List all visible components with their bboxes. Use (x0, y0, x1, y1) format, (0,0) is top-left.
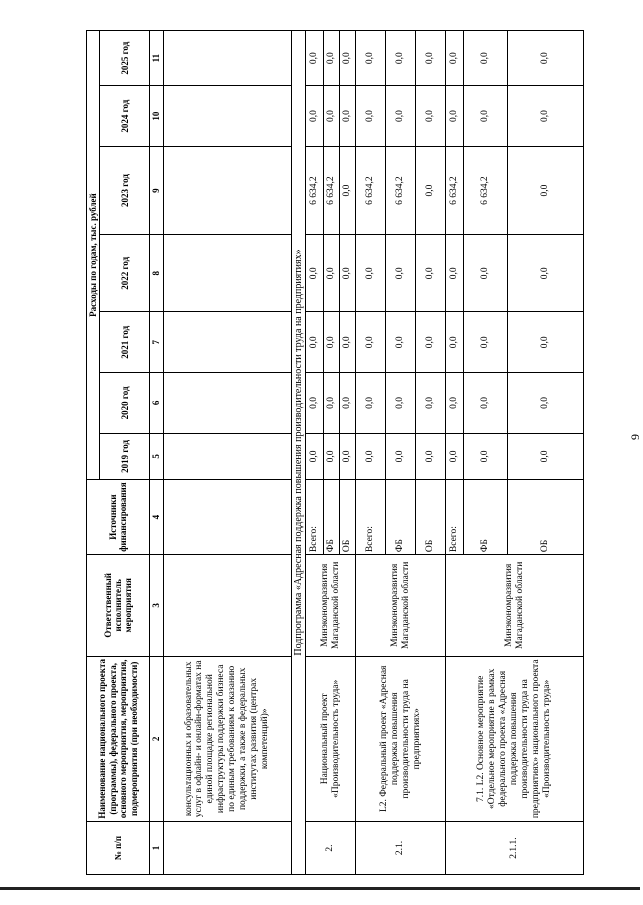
amount-cell: 0,0 (340, 433, 356, 479)
funding-source: Всего: (446, 480, 464, 555)
amount-cell: 0,0 (356, 86, 386, 147)
header-index-row (150, 31, 163, 875)
amount-cell: 0,0 (446, 86, 464, 147)
row-name: Национальный проект «Производительность труда» (306, 656, 356, 821)
amount-cell: 0,0 (508, 235, 584, 312)
amount-cell: 0,0 (508, 146, 584, 234)
amount-cell: 0,0 (416, 373, 446, 434)
amount-cell: 0,0 (446, 433, 464, 479)
scan-edge-line (0, 887, 640, 890)
amount-cell: 0,0 (386, 86, 416, 147)
funding-source: ФБ (386, 480, 416, 555)
year-header: 2025 год (100, 31, 150, 86)
row-executor: Минэкономразвития Магаданской области (306, 555, 356, 656)
column-index: 9 (150, 146, 163, 234)
year-header: 2020 год (100, 373, 150, 434)
amount-cell: 0,0 (416, 86, 446, 147)
amount-cell: 0,0 (464, 373, 508, 434)
cell (163, 480, 291, 555)
cell (163, 433, 291, 479)
amount-cell: 0,0 (306, 235, 324, 312)
cell (163, 235, 291, 312)
column-index: 1 (150, 822, 163, 875)
funding-source: Всего: (356, 480, 386, 555)
amount-cell: 0,0 (324, 235, 340, 312)
amount-cell: 0,0 (386, 312, 416, 373)
row-executor: Минэкономразвития Магаданской области (356, 555, 446, 656)
column-index: 10 (150, 86, 163, 147)
amount-cell: 0,0 (306, 312, 324, 373)
amount-cell: 6 634,2 (446, 146, 464, 234)
column-index: 2 (150, 656, 163, 821)
funding-source: ОБ (416, 480, 446, 555)
cell (163, 31, 291, 86)
page-number: 9 (628, 434, 642, 440)
amount-cell: 0,0 (446, 312, 464, 373)
row-executor: Минэкономразвития Магаданской области (446, 555, 584, 656)
table-row (446, 31, 464, 875)
amount-cell: 0,0 (464, 86, 508, 147)
funding-source: ФБ (464, 480, 508, 555)
amount-cell: 0,0 (324, 433, 340, 479)
amount-cell: 0,0 (340, 86, 356, 147)
amount-cell: 0,0 (508, 86, 584, 147)
amount-cell: 0,0 (356, 312, 386, 373)
year-header: 2023 год (100, 146, 150, 234)
table-row (306, 31, 324, 875)
amount-cell: 0,0 (508, 312, 584, 373)
amount-cell: 0,0 (340, 373, 356, 434)
amount-cell: 6 634,2 (356, 146, 386, 234)
amount-cell: 0,0 (324, 312, 340, 373)
funding-source: ОБ (340, 480, 356, 555)
amount-cell: 0,0 (416, 312, 446, 373)
funding-source: ОБ (508, 480, 584, 555)
amount-cell: 0,0 (508, 433, 584, 479)
year-header: 2022 год (100, 235, 150, 312)
amount-cell: 6 634,2 (306, 146, 324, 234)
amount-cell: 0,0 (340, 146, 356, 234)
header-source: Источники финансирования (87, 480, 150, 555)
continuation-row (163, 31, 291, 875)
amount-cell: 0,0 (508, 31, 584, 86)
amount-cell: 0,0 (508, 373, 584, 434)
amount-cell: 0,0 (386, 31, 416, 86)
column-index: 3 (150, 555, 163, 656)
year-header: 2021 год (100, 312, 150, 373)
row-name: 7.1. L2. Основное мероприятие «Отдельное мероприятие в рамках федерального проекта «Адресная поддержка повышения производительности труда на предприятиях» национального проекта «Производительность труда» (446, 656, 584, 821)
amount-cell: 0,0 (306, 31, 324, 86)
amount-cell: 0,0 (356, 433, 386, 479)
amount-cell: 0,0 (416, 146, 446, 234)
amount-cell: 0,0 (356, 235, 386, 312)
amount-cell: 0,0 (340, 312, 356, 373)
amount-cell: 6 634,2 (386, 146, 416, 234)
subprogram-title: Подпрограмма «Адресная поддержка повышения производительности труда на предприятиях» (291, 31, 306, 875)
column-index: 7 (150, 312, 163, 373)
amount-cell: 0,0 (340, 235, 356, 312)
year-header: 2019 год (100, 433, 150, 479)
amount-cell: 0,0 (464, 31, 508, 86)
amount-cell: 0,0 (306, 373, 324, 434)
amount-cell: 0,0 (416, 31, 446, 86)
funding-source: ФБ (324, 480, 340, 555)
row-name: L2. Федеральный проект «Адресная поддержка повышения производительности труда на предприятиях» (356, 656, 446, 821)
column-index: 6 (150, 373, 163, 434)
amount-cell: 0,0 (446, 373, 464, 434)
amount-cell: 0,0 (306, 433, 324, 479)
amount-cell: 6 634,2 (324, 146, 340, 234)
cell (163, 86, 291, 147)
row-number: 2.1.1. (446, 822, 584, 875)
amount-cell: 0,0 (324, 373, 340, 434)
column-index: 8 (150, 235, 163, 312)
amount-cell: 0,0 (386, 433, 416, 479)
amount-cell: 0,0 (356, 31, 386, 86)
funding-source: Всего: (306, 480, 324, 555)
cell (163, 822, 291, 875)
table-row (356, 31, 386, 875)
amount-cell: 0,0 (340, 31, 356, 86)
column-index: 11 (150, 31, 163, 86)
header-executor: Ответственный исполнитель мероприятия (87, 555, 150, 656)
amount-cell: 0,0 (324, 86, 340, 147)
amount-cell: 0,0 (464, 433, 508, 479)
row-number: 2. (306, 822, 356, 875)
cell (163, 555, 291, 656)
budget-table (86, 30, 584, 875)
subprogram-row (291, 31, 306, 875)
amount-cell: 6 634,2 (464, 146, 508, 234)
amount-cell: 0,0 (464, 235, 508, 312)
amount-cell: 0,0 (386, 235, 416, 312)
row-number: 2.1. (356, 822, 446, 875)
amount-cell: 0,0 (464, 312, 508, 373)
header-num: № п/п (87, 822, 150, 875)
header-expenses: Расходы по годам, тыс. рублей (87, 31, 100, 480)
amount-cell: 0,0 (306, 86, 324, 147)
amount-cell: 0,0 (356, 373, 386, 434)
year-header: 2024 год (100, 86, 150, 147)
amount-cell: 0,0 (324, 31, 340, 86)
header-row-1 (87, 31, 100, 875)
amount-cell: 0,0 (416, 433, 446, 479)
cell (163, 146, 291, 234)
cell (163, 373, 291, 434)
amount-cell: 0,0 (446, 31, 464, 86)
column-index: 5 (150, 433, 163, 479)
cell (163, 312, 291, 373)
amount-cell: 0,0 (446, 235, 464, 312)
header-name: Наименование национального проекта (программы), федерального проекта, основного мероприятия, мероприятия, подмероприятия (при необходимости) (87, 656, 150, 821)
amount-cell: 0,0 (416, 235, 446, 312)
column-index: 4 (150, 480, 163, 555)
amount-cell: 0,0 (386, 373, 416, 434)
continuation-text: консультационных и образовательных услуг в офлайн- и онлайн-форматах на единой площадке региональной инфраструктуры поддержки бизнеса по единым требованиям к оказанию поддержки, а также в федеральных институтах развития (центрах компетенций)» (163, 656, 291, 821)
